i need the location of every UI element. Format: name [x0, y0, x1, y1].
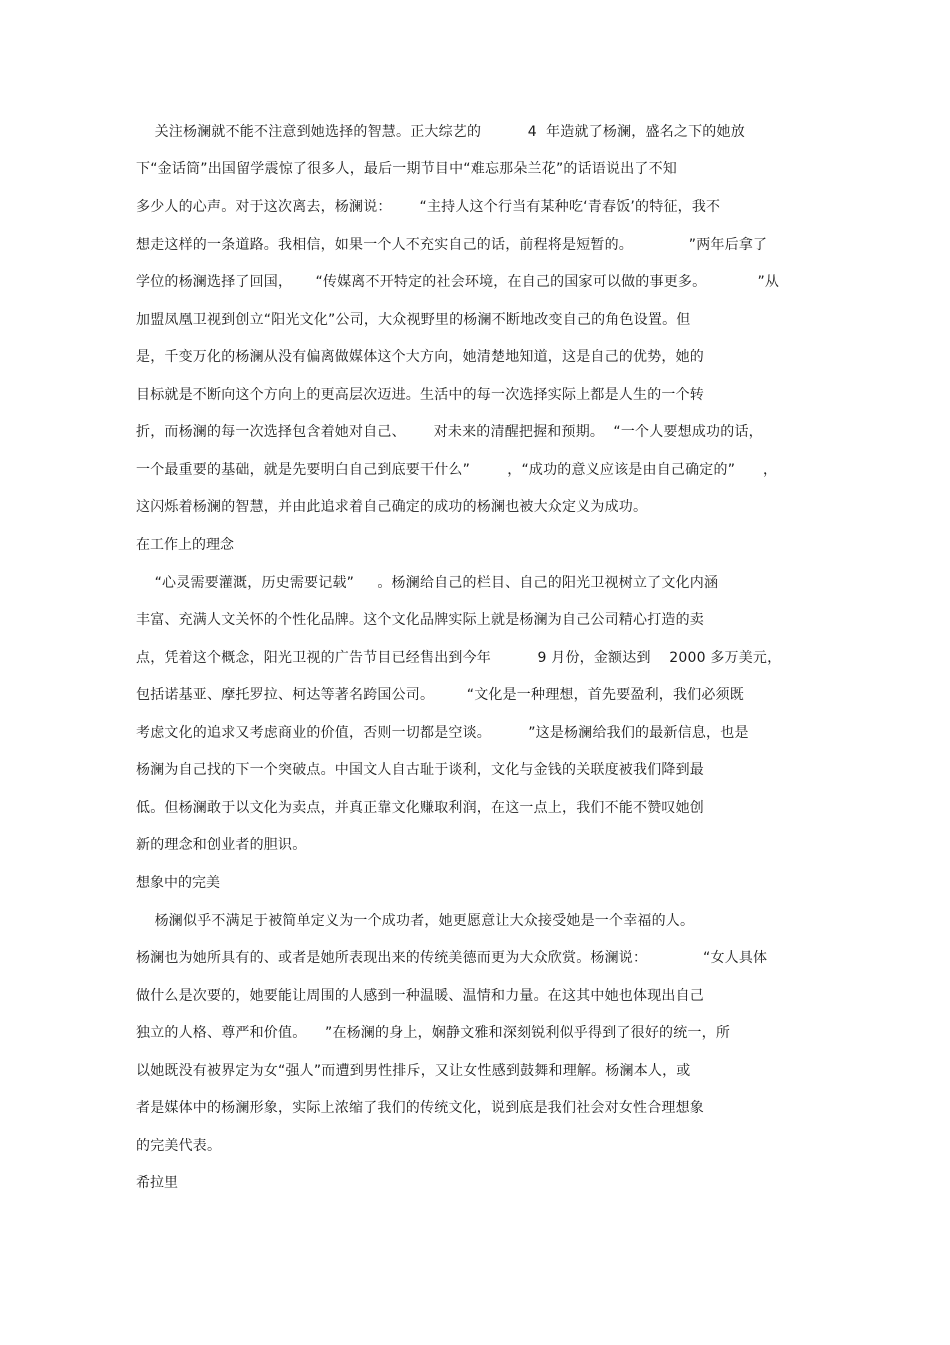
paragraph-line: 独立的人格、尊严和价值。 ”在杨澜的身上，娴静文雅和深刻锐利似乎得到了很好的统一，所 [136, 1025, 731, 1041]
paragraph-line: 杨澜也为她所具有的、或者是她所表现出来的传统美德而更为大众欣赏。杨澜说： “女人具体 [136, 950, 768, 966]
paragraph-line: 关注杨澜就不能不注意到她选择的智慧。正大综艺的 4 年造就了杨澜，盛名之下的她放 [136, 124, 745, 140]
paragraph-line: 杨澜为自己找的下一个突破点。中国文人自古耻于谈利，文化与金钱的关联度被我们降到最 [136, 762, 704, 778]
paragraph-line: 低。但杨澜敢于以文化为卖点，并真正靠文化赚取利润，在这一点上，我们不能不赞叹她创 [136, 800, 704, 816]
paragraph-line: 做什么是次要的，她要能让周围的人感到一种温暖、温情和力量。在这其中她也体现出自己 [136, 988, 704, 1004]
paragraph-line: 下“金话筒”出国留学震惊了很多人，最后一期节目中“难忘那朵兰花”的话语说出了不知 [136, 161, 678, 177]
section-heading-imagined-perfection: 想象中的完美 [136, 875, 220, 891]
paragraph-line: 点，凭着这个概念，阳光卫视的广告节目已经售出到今年 9 月份，金额达到 2000 多万美元， [136, 650, 782, 666]
paragraph-line: 杨澜似乎不满足于被简单定义为一个成功者，她更愿意让大众接受她是一个幸福的人。 [136, 913, 695, 929]
paragraph-line: 想走这样的一条道路。我相信，如果一个人不充实自己的话，前程将是短暂的。 ”两年后拿了 [136, 237, 768, 253]
paragraph-line: 新的理念和创业者的胆识。 [136, 837, 307, 853]
paragraph-line: 学位的杨澜选择了回国， “传媒离不开特定的社会环境，在自己的国家可以做的事更多。 ”从 [136, 274, 780, 290]
paragraph-line: 包括诺基亚、摩托罗拉、柯达等著名跨国公司。 “文化是一种理想，首先要盈利，我们必须既 [136, 687, 745, 703]
paragraph-line: 折，而杨澜的每一次选择包含着她对自己、 对未来的清醒把握和预期。 “一个人要想成功的话， [136, 424, 763, 440]
paragraph-line: 的完美代表。 [136, 1138, 222, 1154]
paragraph-line: 丰富、充满人文关怀的个性化品牌。这个文化品牌实际上就是杨澜为自己公司精心打造的卖 [136, 612, 704, 628]
paragraph-line: 这闪烁着杨澜的智慧，并由此追求着自己确定的成功的杨澜也被大众定义为成功。 [136, 499, 648, 515]
paragraph-line: 者是媒体中的杨澜形象，实际上浓缩了我们的传统文化，说到底是我们社会对女性合理想象 [136, 1100, 704, 1116]
paragraph-line: 加盟凤凰卫视到创立“阳光文化”公司，大众视野里的杨澜不断地改变自己的角色设置。但 [136, 312, 691, 328]
paragraph-line: 是，千变万化的杨澜从没有偏离做媒体这个大方向，她清楚地知道，这是自己的优势，她的 [136, 349, 704, 365]
section-heading-hillary: 希拉里 [136, 1175, 178, 1191]
paragraph-line: 考虑文化的追求又考虑商业的价值，否则一切都是空谈。 ”这是杨澜给我们的最新信息，也是 [136, 725, 749, 741]
paragraph-line: “心灵需要灌溉，历史需要记载” 。杨澜给自己的栏目、自己的阳光卫视树立了文化内涵 [136, 575, 719, 591]
section-heading-work-philosophy: 在工作上的理念 [136, 537, 234, 553]
paragraph-line: 一个最重要的基础，就是先要明白自己到底要干什么” ，“成功的意义应该是由自己确定的” ， [136, 462, 778, 478]
paragraph-line: 目标就是不断向这个方向上的更高层次迈进。生活中的每一次选择实际上都是人生的一个转 [136, 387, 704, 403]
paragraph-line: 以她既没有被界定为女“强人”而遭到男性排斥，又让女性感到鼓舞和理解。杨澜本人，或 [136, 1063, 691, 1079]
paragraph-line: 多少人的心声。对于这次离去，杨澜说： “主持人这个行当有某种吃‘青春饭’的特征，我不 [136, 199, 721, 215]
